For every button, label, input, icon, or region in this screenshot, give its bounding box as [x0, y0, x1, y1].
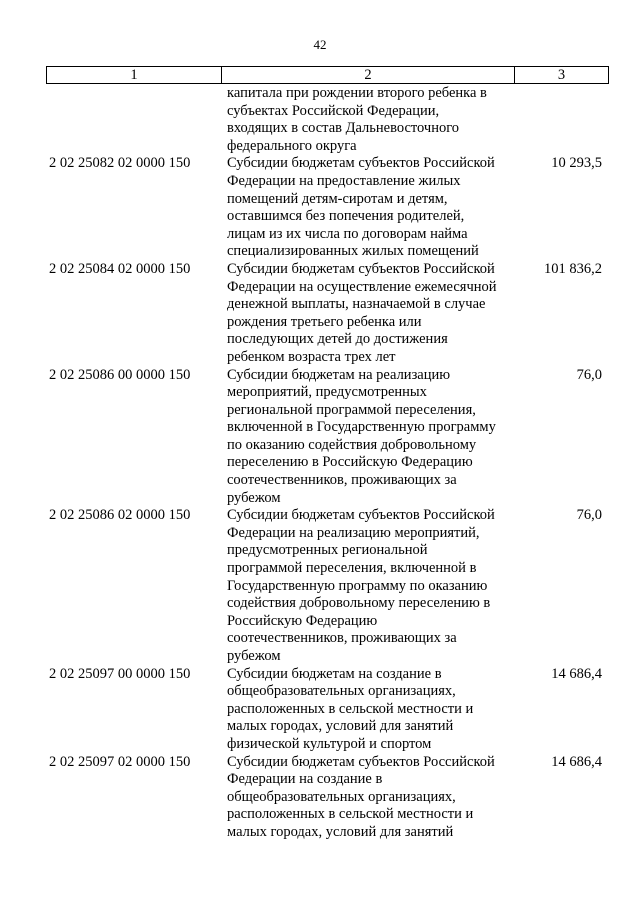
row-amount: 14 686,4 [551, 753, 602, 770]
row-name: Субсидии бюджетам на реализацию мероприятий, предусмотренных региональной программой переселения, включенной в Государственную программу по оказанию содействия добровольному переселению в Российскую Федерацию соотечественников, проживающих за рубежом [227, 366, 496, 506]
row-name: капитала при рождении второго ребенка в субъектах Российской Федерации, входящих в состав Дальневосточного федерального округа [227, 85, 487, 154]
header-col-1: 1 [47, 67, 222, 83]
row-name: Субсидии бюджетам субъектов Российской Федерации на реализацию мероприятий, предусмотренных региональной программой переселения, включенной в Государственную программу по оказанию содействия добровольному переселению в Российскую Федерацию соотечественников, проживающих за рубежом [227, 507, 495, 664]
row-amount: 76,0 [576, 507, 602, 524]
row-name: Субсидии бюджетам на создание в общеобразовательных организациях, расположенных в сельской местности и малых городах, условий для занятий физической культурой и спортом [227, 665, 474, 752]
table-row [46, 155, 609, 261]
table-row [46, 754, 609, 842]
row-code: 2 02 25084 02 0000 150 [49, 260, 191, 277]
table-row [46, 85, 609, 155]
table-header [46, 66, 609, 84]
row-amount: 10 293,5 [551, 155, 602, 172]
table-row [46, 507, 609, 665]
row-code: 2 02 25082 02 0000 150 [49, 155, 191, 172]
row-name: Субсидии бюджетам субъектов Российской Федерации на осуществление ежемесячной денежной выплаты, назначаемой в случае рождения третьего ребенка или последующих детей до достижения ребенком возраста трех лет [227, 260, 497, 365]
row-amount: 101 836,2 [544, 260, 602, 277]
row-code: 2 02 25086 02 0000 150 [49, 507, 191, 524]
row-code: 2 02 25086 00 0000 150 [49, 366, 191, 383]
row-name: Субсидии бюджетам субъектов Российской Федерации на предоставление жилых помещений детям-сиротам и детям, оставшимся без попечения родителей, лицам из их числа по договорам найма специализированных жилых помещений [227, 155, 495, 260]
table-row [46, 367, 609, 508]
row-code: 2 02 25097 00 0000 150 [49, 665, 191, 682]
header-col-3: 3 [557, 67, 566, 83]
row-amount: 76,0 [576, 366, 602, 383]
row-amount: 14 686,4 [551, 665, 602, 682]
header-col-2: 2 [222, 67, 515, 83]
page-number: 42 [313, 37, 327, 52]
row-code: 2 02 25097 02 0000 150 [49, 753, 191, 770]
table-row [46, 261, 609, 367]
table-row [46, 666, 609, 754]
row-name: Субсидии бюджетам субъектов Российской Федерации на создание в общеобразовательных организациях, расположенных в сельской местности и малых городах, условий для занятий [227, 753, 495, 840]
table-body [46, 85, 609, 842]
